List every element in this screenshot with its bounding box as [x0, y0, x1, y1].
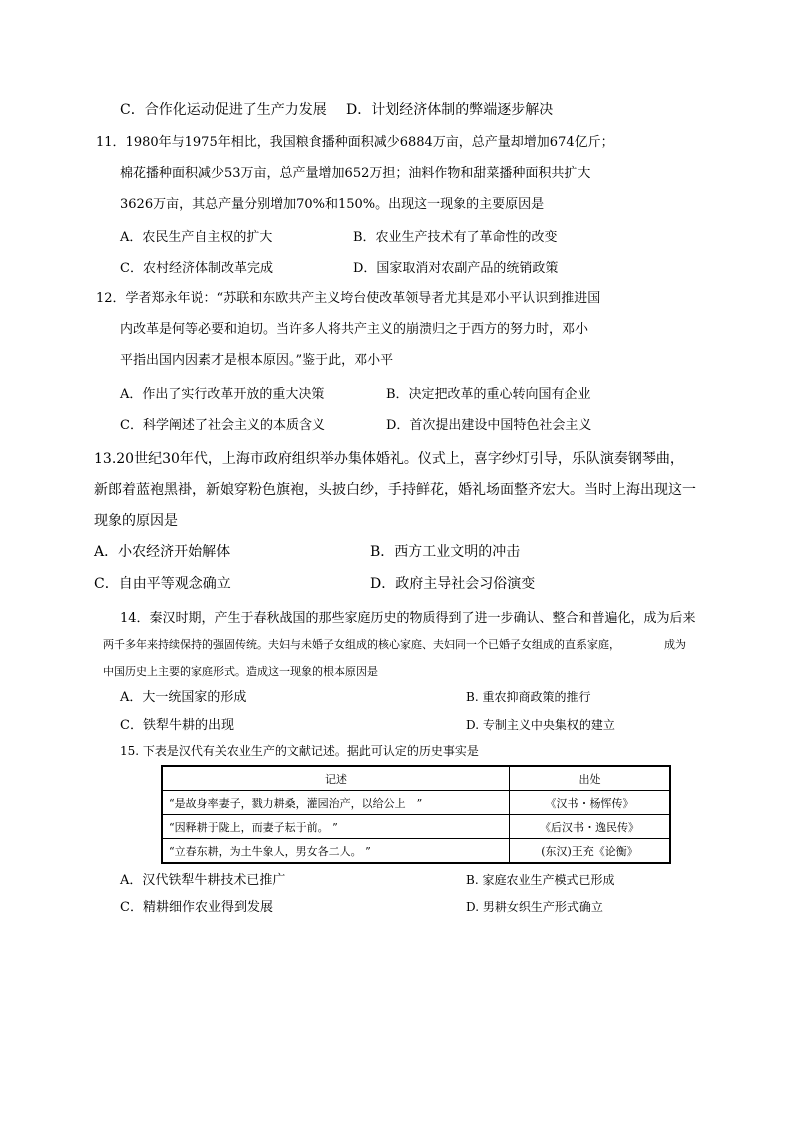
q11-option-b: B．农业生产技术有了革命性的改变 [353, 230, 558, 245]
q13-stem-line2: 新郎着蓝袍黑褂，新娘穿粉色旗袍，头披白纱，手持鲜花，婚礼场面整齐宏大。当时上海出现这一 [94, 482, 696, 498]
q14-option-a: A．大一统国家的形成 [120, 690, 247, 705]
q13-option-b: B．西方工业文明的冲击 [370, 544, 521, 560]
table-header-record: 记述 [162, 766, 510, 791]
table-cell-record: “因释耕于陇上，而妻子耘于前。 ” [162, 815, 510, 839]
table-header-source: 出处 [510, 766, 671, 791]
q15-source-table [161, 765, 671, 864]
table-row [162, 791, 670, 815]
q14-stem-line1: 14．秦汉时期，产生于春秋战国的那些家庭历史的物质得到了进一步确认、整合和普遍化，成为后来 [120, 611, 696, 626]
q11-stem-line1: 11．1980年与1975年相比，我国粮食播种面积减少6884万亩，总产量却增加674亿斤； [96, 135, 614, 150]
q13-option-d: D．政府主导社会习俗演变 [370, 576, 536, 592]
q15-option-c: C．精耕细作农业得到发展 [120, 900, 273, 915]
q12-option-c: C．科学阐述了社会主义的本质含义 [120, 418, 325, 433]
q15-stem: 15. 下表是汉代有关农业生产的文献记述。据此可认定的历史事实是 [120, 744, 479, 758]
q14-stem-line2-end: 成为 [664, 638, 686, 651]
q14-option-b: B. 重农抑商政策的推行 [466, 690, 591, 704]
table-row [162, 815, 670, 839]
q10-option-d: D．计划经济体制的弊端逐步解决 [346, 102, 554, 118]
q13-stem-line3: 现象的原因是 [94, 513, 178, 529]
q12-stem-line3: 平指出国内因素才是根本原因。”鉴于此，邓小平 [120, 353, 394, 368]
q12-option-d: D．首次提出建设中国特色社会主义 [386, 418, 592, 433]
q15-option-b: B. 家庭农业生产模式已形成 [466, 873, 615, 887]
q11-option-d: D．国家取消对农副产品的统销政策 [353, 261, 559, 276]
q12-stem-line1: 12．学者郑永年说：“苏联和东欧共产主义垮台使改革领导者尤其是邓小平认识到推进国 [96, 291, 601, 306]
q15-option-d: D. 男耕女织生产形式确立 [466, 900, 603, 914]
q11-option-c: C．农村经济体制改革完成 [120, 261, 273, 276]
q12-option-a: A．作出了实行改革开放的重大决策 [120, 387, 325, 402]
q11-option-a: A．农民生产自主权的扩大 [120, 230, 273, 245]
table-cell-source: 《汉书・杨恽传》 [510, 791, 671, 815]
q12-stem-line2: 内改革是何等必要和迫切。当许多人将共产主义的崩溃归之于西方的努力时，邓小 [120, 322, 589, 337]
q10-option-c: C．合作化运动促进了生产力发展 [120, 102, 327, 118]
q12-option-b: B．决定把改革的重心转向国有企业 [386, 387, 591, 402]
table-cell-record: “是故身率妻子，戮力耕桑，灌园治产，以给公上 ” [162, 791, 510, 815]
q14-option-d: D. 专制主义中央集权的建立 [466, 718, 615, 732]
table-cell-source: 《后汉书・逸民传》 [510, 815, 671, 839]
table-cell-record: “立春东耕，为土牛象人，男女各二人。 ” [162, 839, 510, 864]
q15-option-a: A．汉代铁犁牛耕技术已推广 [120, 873, 286, 888]
q13-option-c: C．自由平等观念确立 [94, 576, 231, 592]
q13-stem-line1: 13.20世纪30年代，上海市政府组织举办集体婚礼。仪式上，喜字纱灯引导，乐队演奏钢琴曲， [94, 451, 684, 467]
q11-stem-line2: 棉花播种面积减少53万亩，总产量增加652万担；油料作物和甜菜播种面积共扩大 [120, 166, 591, 181]
q14-stem-line2: 两千多年来持续保持的强固传统。夫妇与未婚子女组成的核心家庭、夫妇同一个已婚子女组成的直系家庭， [103, 638, 620, 651]
q14-stem-line3: 中国历史上主要的家庭形式。造成这一现象的根本原因是 [103, 665, 378, 678]
q11-stem-line3: 3626万亩，其总产量分别增加70%和150%。出现这一现象的主要原因是 [120, 197, 545, 212]
q13-option-a: A．小农经济开始解体 [94, 544, 231, 560]
table-cell-source: (东汉)王充《论衡》 [510, 839, 671, 864]
table-header-row [162, 766, 670, 791]
q14-option-c: C．铁犁牛耕的出现 [120, 718, 234, 733]
table-row [162, 839, 670, 864]
